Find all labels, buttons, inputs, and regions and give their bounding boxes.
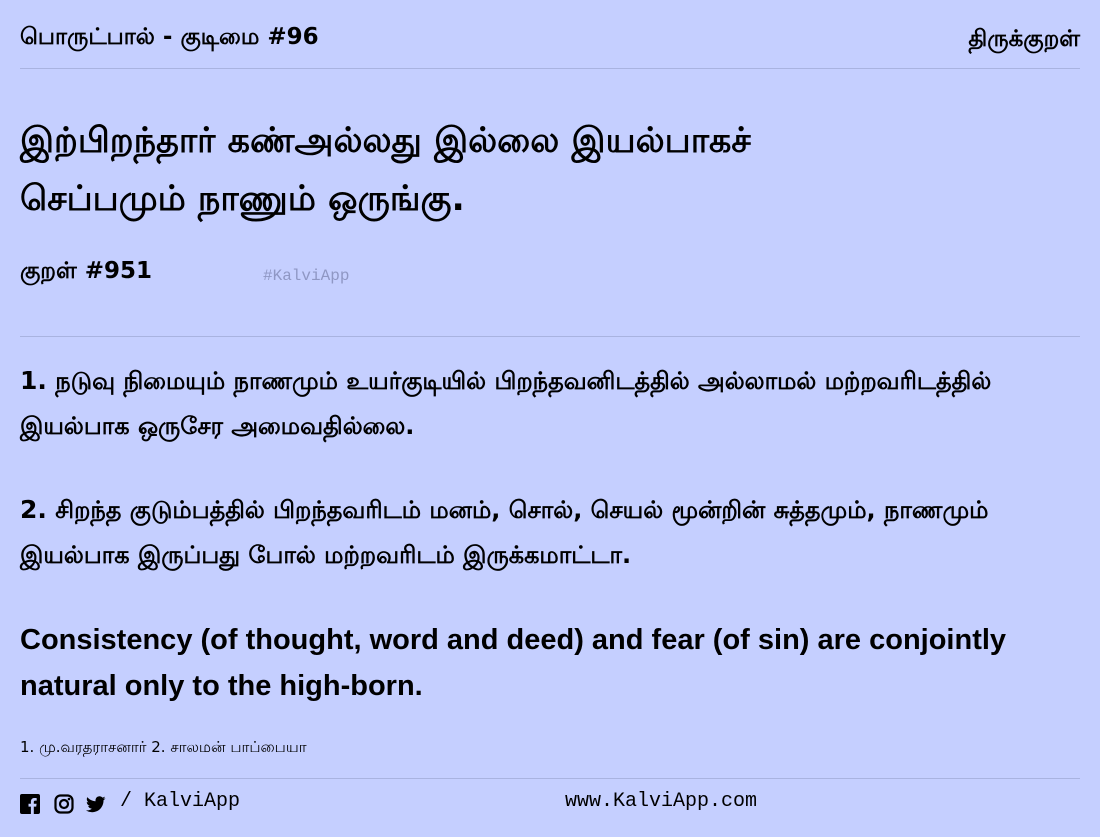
english-translation: Consistency (of thought, word and deed) and fear (of sin) are conjointly natural only to the high-born. — [20, 624, 1007, 702]
explanation-text: சிறந்த குடும்பத்தில் பிறந்தவரிடம் மனம், சொல், செயல் மூன்றின் சுத்தமும், நாணமும் இயல்பாக இருப்பது போல் மற்றவரிடம் இருக்கமாட்டா. — [20, 496, 989, 569]
credits: 1. மு.வரதராசனார் 2. சாலமன் பாப்பையா — [20, 738, 307, 756]
kural-verse — [20, 112, 1080, 228]
header — [20, 22, 1080, 69]
twitter-icon[interactable] — [86, 794, 106, 814]
divider — [20, 336, 1080, 337]
explanation-text: நடுவு நிமையும் நாணமும் உயர்குடியில் பிறந்தவனிடத்தில் அல்லாமல் மற்றவரிடத்தில் இயல்பாக ஒருசேர அமைவதில்லை. — [20, 367, 992, 440]
facebook-icon[interactable] — [20, 794, 40, 814]
footer — [20, 790, 1080, 818]
website-link[interactable]: www.KalviApp.com — [565, 790, 758, 813]
divider — [20, 778, 1080, 779]
kural-number: குறள் #951 — [20, 258, 153, 284]
instagram-icon[interactable] — [54, 794, 74, 814]
section-title: பொருட்பால் - குடிமை #96 — [20, 24, 319, 50]
social-handle[interactable]: / KalviApp — [120, 790, 241, 813]
explanation-number: 1. — [20, 366, 47, 395]
explanation-number: 2. — [20, 495, 47, 524]
explanation-2 — [20, 487, 1080, 578]
kural-line-1: இற்பிறந்தார் கண்அல்லது இல்லை இயல்பாகச் — [20, 121, 751, 161]
kural-line-2: செப்பமும் நாணும் ஒருங்கு. — [20, 179, 465, 219]
hashtag: #KalviApp — [263, 267, 350, 285]
book-title: திருக்குறள் — [968, 26, 1080, 52]
explanation-1 — [20, 358, 1080, 449]
